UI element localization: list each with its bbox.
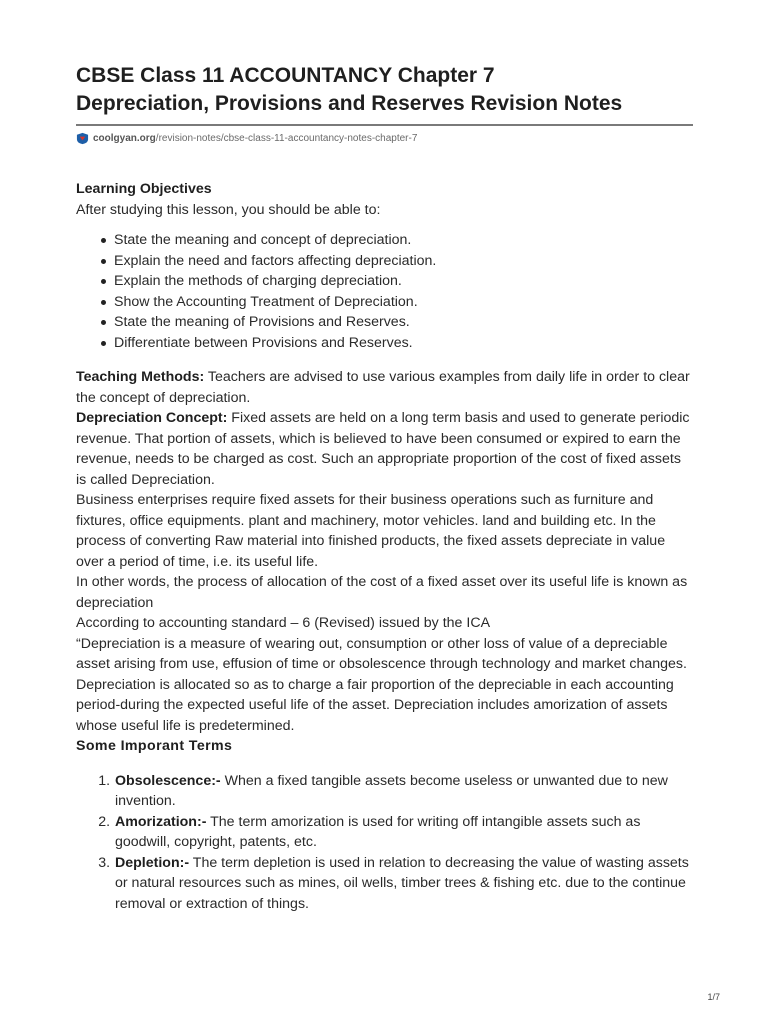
list-item: Differentiate between Provisions and Reserves. [114,333,692,354]
paragraph: According to accounting standard – 6 (Revised) issued by the ICA [76,615,491,631]
term-label: Obsolescence:- [115,772,221,789]
title-divider [76,124,693,126]
paragraph: Depreciation is allocated so as to charge a fair proportion of the depreciable in each accounting period-during the expected useful life of the asset. Depreciation includes amorization of assets whose useful life is predetermined. [76,676,674,734]
term-text: When a fixed tangible assets become useless or unwanted due to new invention. [115,772,668,809]
term-label: Depletion:- [115,854,190,871]
list-item [114,812,692,853]
list-item: Show the Accounting Treatment of Depreciation. [114,292,692,313]
list-item [114,771,692,812]
page-number: 1/7 [707,992,720,1002]
list-item: State the meaning and concept of depreciation. [114,230,692,251]
teaching-methods-paragraph [76,367,692,408]
depreciation-concept-paragraph [76,408,692,490]
page-title [76,62,692,118]
coolgyan-logo-icon [76,132,89,145]
paragraph: In other words, the process of allocation of the cost of a fixed asset over its useful life is known as depreciation [76,574,688,611]
learning-objectives-intro: After studying this lesson, you should be able to: [76,201,381,218]
important-terms-heading: Some Imporant Terms [76,738,233,754]
list-item [114,853,692,915]
term-text: The term amorization is used for writing off intangible assets such as goodwill, copyright, patents, etc. [115,813,641,850]
depreciation-concept-label: Depreciation Concept: [76,410,228,426]
teaching-methods-text: Teachers are advised to use various examples from daily life in order to clear the concept of depreciation. [76,369,690,406]
learning-objectives-heading: Learning Objectives [76,181,212,197]
title-line-2: Depreciation, Provisions and Reserves Revision Notes [76,92,623,115]
source-domain[interactable]: coolgyan.org [93,132,156,144]
list-item: Explain the need and factors affecting depreciation. [114,251,692,272]
title-line-1: CBSE Class 11 ACCOUNTANCY Chapter 7 [76,64,495,87]
terms-list [76,771,692,915]
term-text: The term depletion is used in relation to decreasing the value of wasting assets or natural resources such as mines, oil wells, timber trees & fishing etc. due to the continue removal or extraction of things. [115,854,689,912]
depreciation-concept-text: Fixed assets are held on a long term basis and used to generate periodic revenue. That portion of assets, which is believed to have been consumed or expired to earn the revenue, needs to be charged as cost. Such an appropriate proportion of the cost of fixed assets is called Depreciation. [76,410,690,488]
teaching-methods-label: Teaching Methods: [76,369,205,385]
document-page [76,62,692,914]
objectives-list [76,230,692,353]
list-item: State the meaning of Provisions and Reserves. [114,312,692,333]
source-path[interactable]: /revision-notes/cbse-class-11-accountancy-notes-chapter-7 [155,132,418,144]
source-link[interactable] [76,130,692,146]
content-body [76,367,692,757]
term-label: Amorization:- [115,813,207,830]
paragraph: Business enterprises require fixed assets for their business operations such as furniture and fixtures, office equipments. plant and machinery, motor vehicles. land and building etc. In the process of converting Raw material into finished products, the fixed assets depreciate in value over a period of time, i.e. its useful life. [76,492,666,570]
paragraph: “Depreciation is a measure of wearing out, consumption or other loss of value of a depreciable asset arising from use, effusion of time or obsolescence through technology and market changes. [76,635,687,672]
list-item: Explain the methods of charging depreciation. [114,271,692,292]
